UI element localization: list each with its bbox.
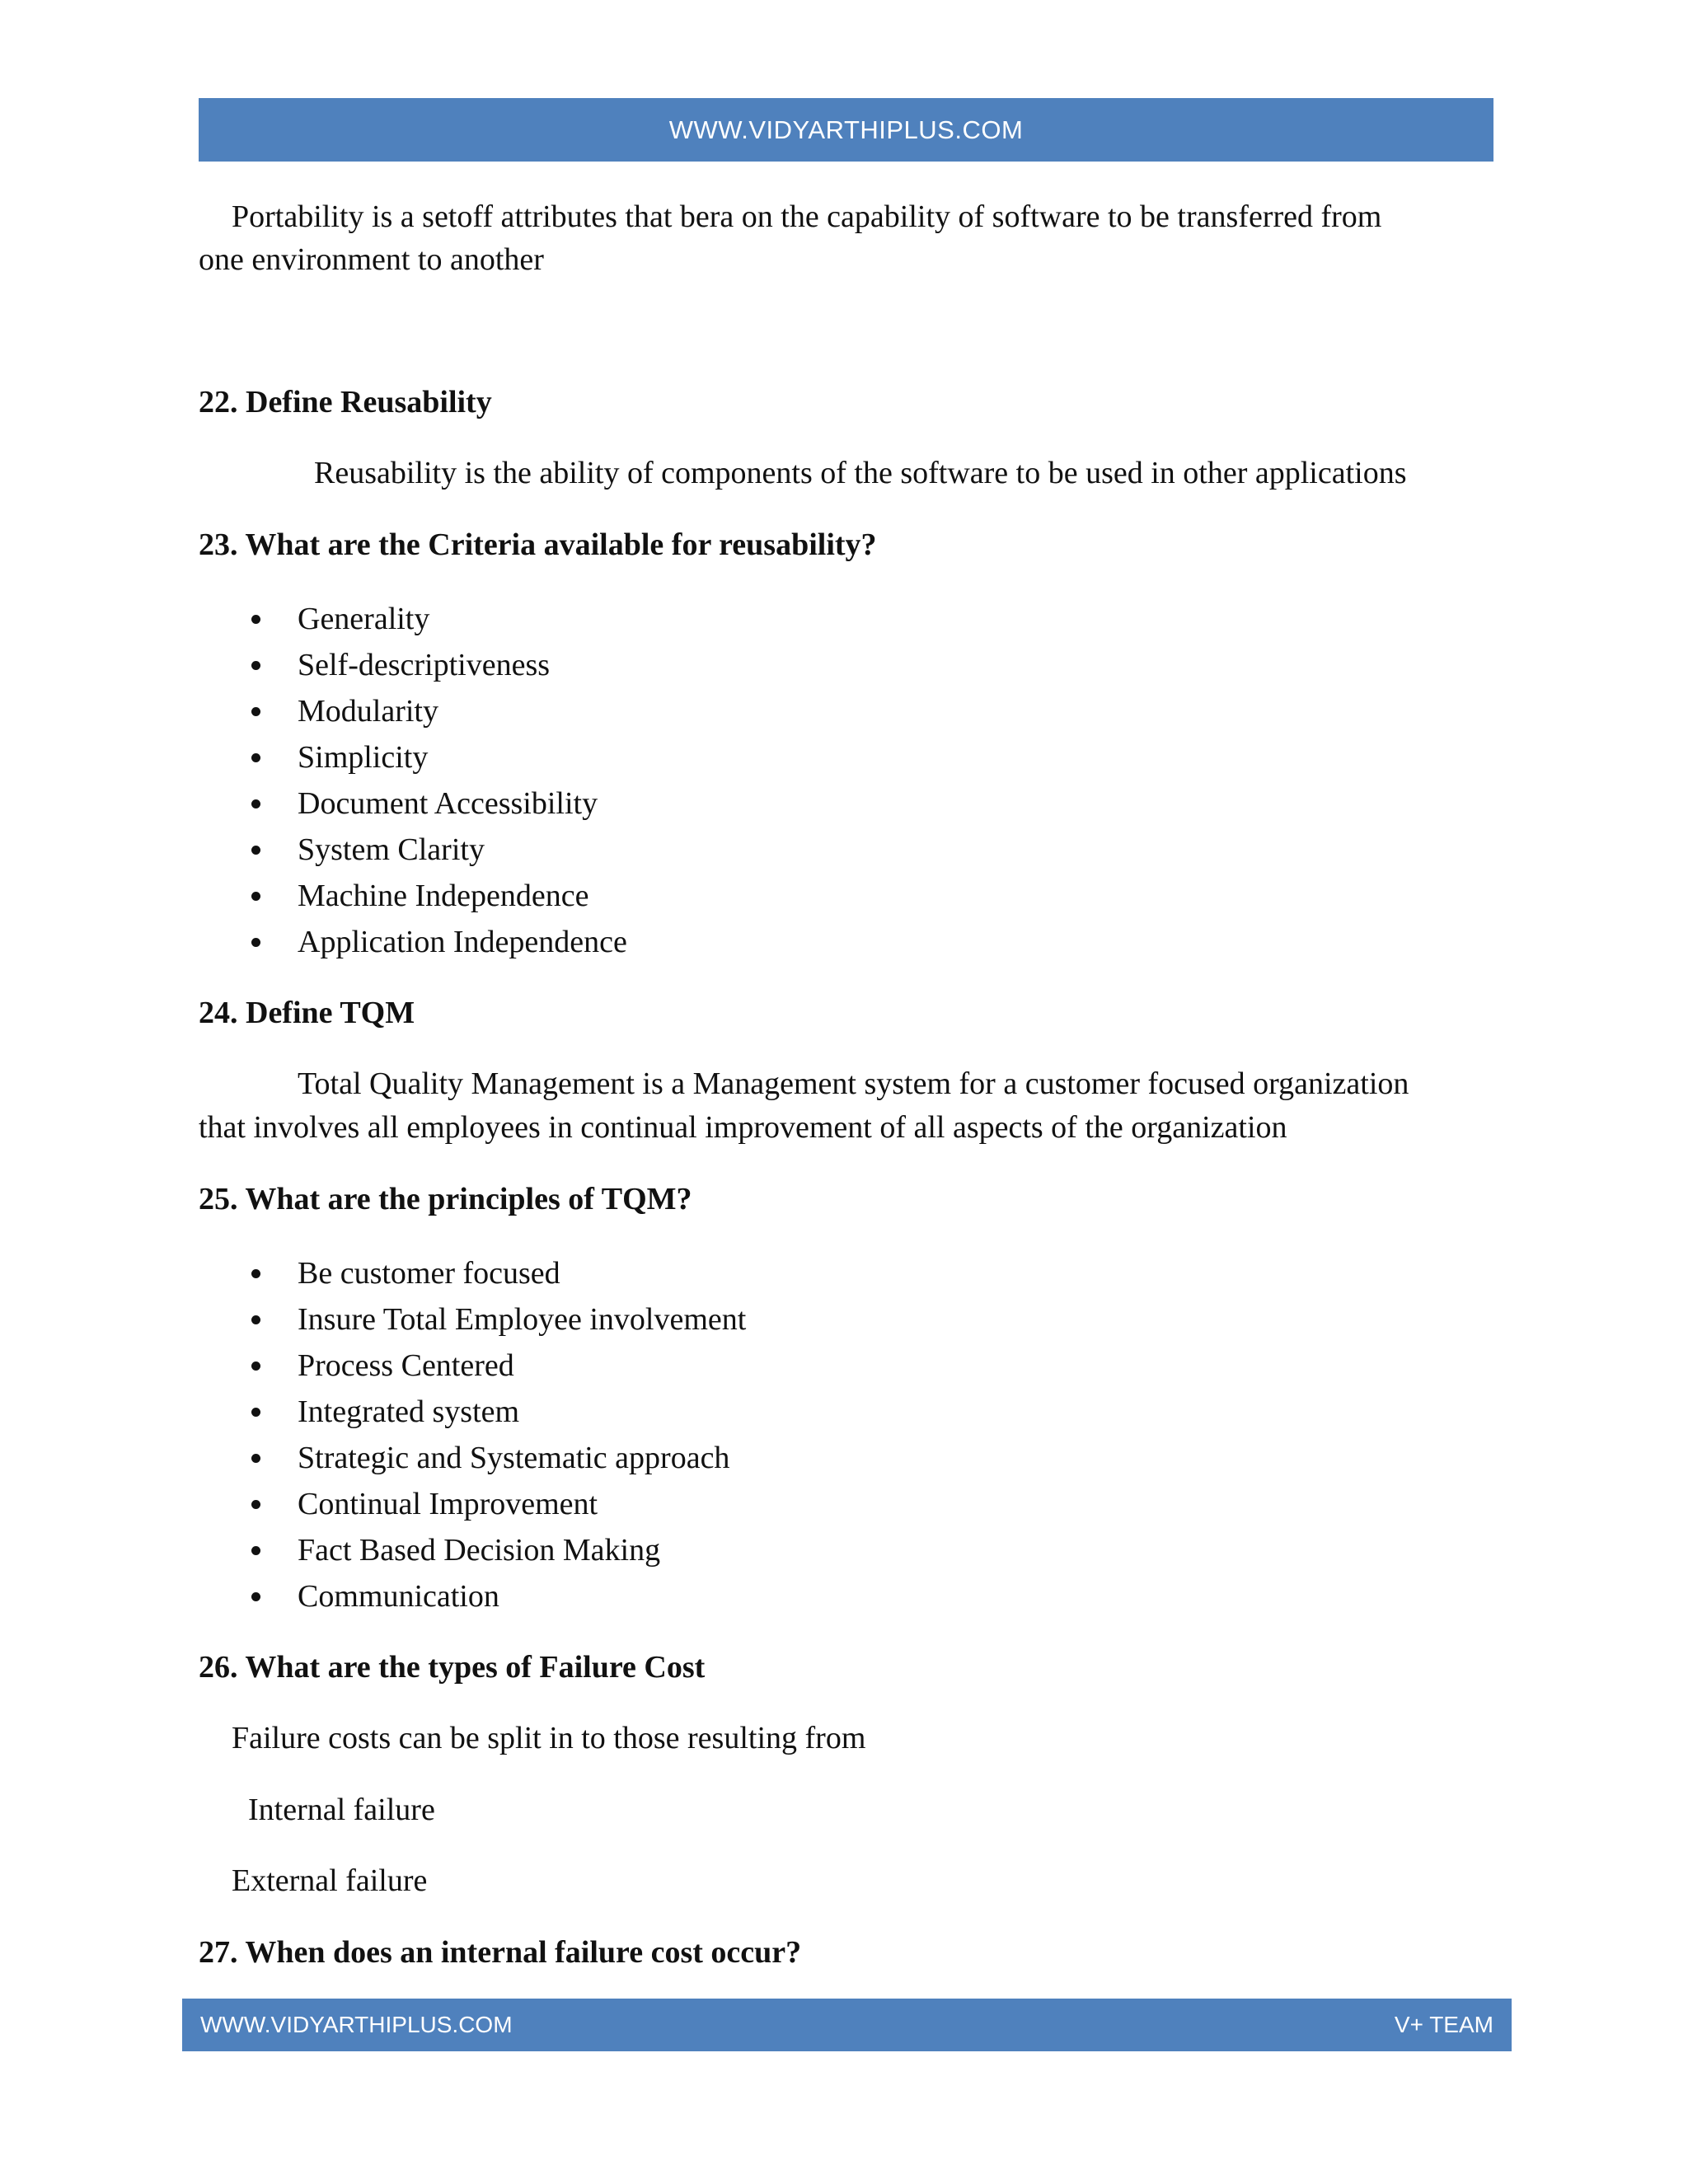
list-item: Application Independence [199,919,627,965]
list-item: Modularity [199,688,627,734]
list-item: Generality [199,596,627,642]
answer-q24-line-1: Total Quality Management is a Management system for a customer focused organization [298,1066,1409,1101]
list-item: Machine Independence [199,873,627,919]
footer-site-name: WWW.VIDYARTHIPLUS.COM [200,2012,513,2037]
bullet-icon [251,799,260,808]
bullet-icon [251,707,260,716]
answer-q24-line-2: that involves all employees in continual improvement of all aspects of the organization [199,1110,1287,1145]
bullet-icon [251,1408,260,1417]
bullet-icon [251,1315,260,1324]
heading-q22: 22. Define Reusability [199,385,492,419]
list-item: Document Accessibility [199,780,627,827]
bullet-icon [251,938,260,947]
answer-q22: Reusability is the ability of components of the software to be used in other applications [314,456,1407,490]
intro-line-2: one environment to another [199,242,544,277]
bullet-icon [251,892,260,901]
list-item: System Clarity [199,827,627,873]
heading-q26: 26. What are the types of Failure Cost [199,1650,706,1685]
bullet-icon [251,1592,260,1601]
list-item: Be customer focused [199,1250,746,1296]
bullet-icon [251,1500,260,1509]
heading-q27: 27. When does an internal failure cost occur? [199,1935,802,1970]
bullet-icon [251,1454,260,1463]
list-q23 [199,596,627,965]
intro-line-1: Portability is a setoff attributes that bera on the capability of software to be transferred from [232,199,1382,234]
list-item: Integrated system [199,1389,746,1435]
list-item: Simplicity [199,734,627,780]
bullet-icon [251,1269,260,1278]
list-item: Continual Improvement [199,1481,746,1527]
answer-q26-line-1: Failure costs can be split in to those resulting from [232,1721,866,1755]
bullet-icon [251,753,260,762]
bullet-icon [251,661,260,670]
heading-q24: 24. Define TQM [199,996,415,1030]
footer-team-label: V+ TEAM [1394,2012,1493,2037]
bullet-icon [251,846,260,855]
list-item: Strategic and Systematic approach [199,1435,746,1481]
list-item: Process Centered [199,1343,746,1389]
page-header-banner [199,98,1493,162]
list-item: Self-descriptiveness [199,642,627,688]
bullet-icon [251,1361,260,1371]
bullet-icon [251,615,260,624]
bullet-icon [251,1546,260,1555]
page-footer-banner [182,1999,1512,2051]
list-item: Communication [199,1573,746,1619]
answer-q26-line-3: External failure [232,1863,428,1898]
list-q25 [199,1250,746,1619]
heading-q23: 23. What are the Criteria available for reusability? [199,527,877,562]
header-site-name: WWW.VIDYARTHIPLUS.COM [668,115,1024,144]
list-item: Insure Total Employee involvement [199,1296,746,1343]
list-item: Fact Based Decision Making [199,1527,746,1573]
heading-q25: 25. What are the principles of TQM? [199,1182,692,1216]
answer-q26-line-2: Internal failure [248,1793,435,1827]
